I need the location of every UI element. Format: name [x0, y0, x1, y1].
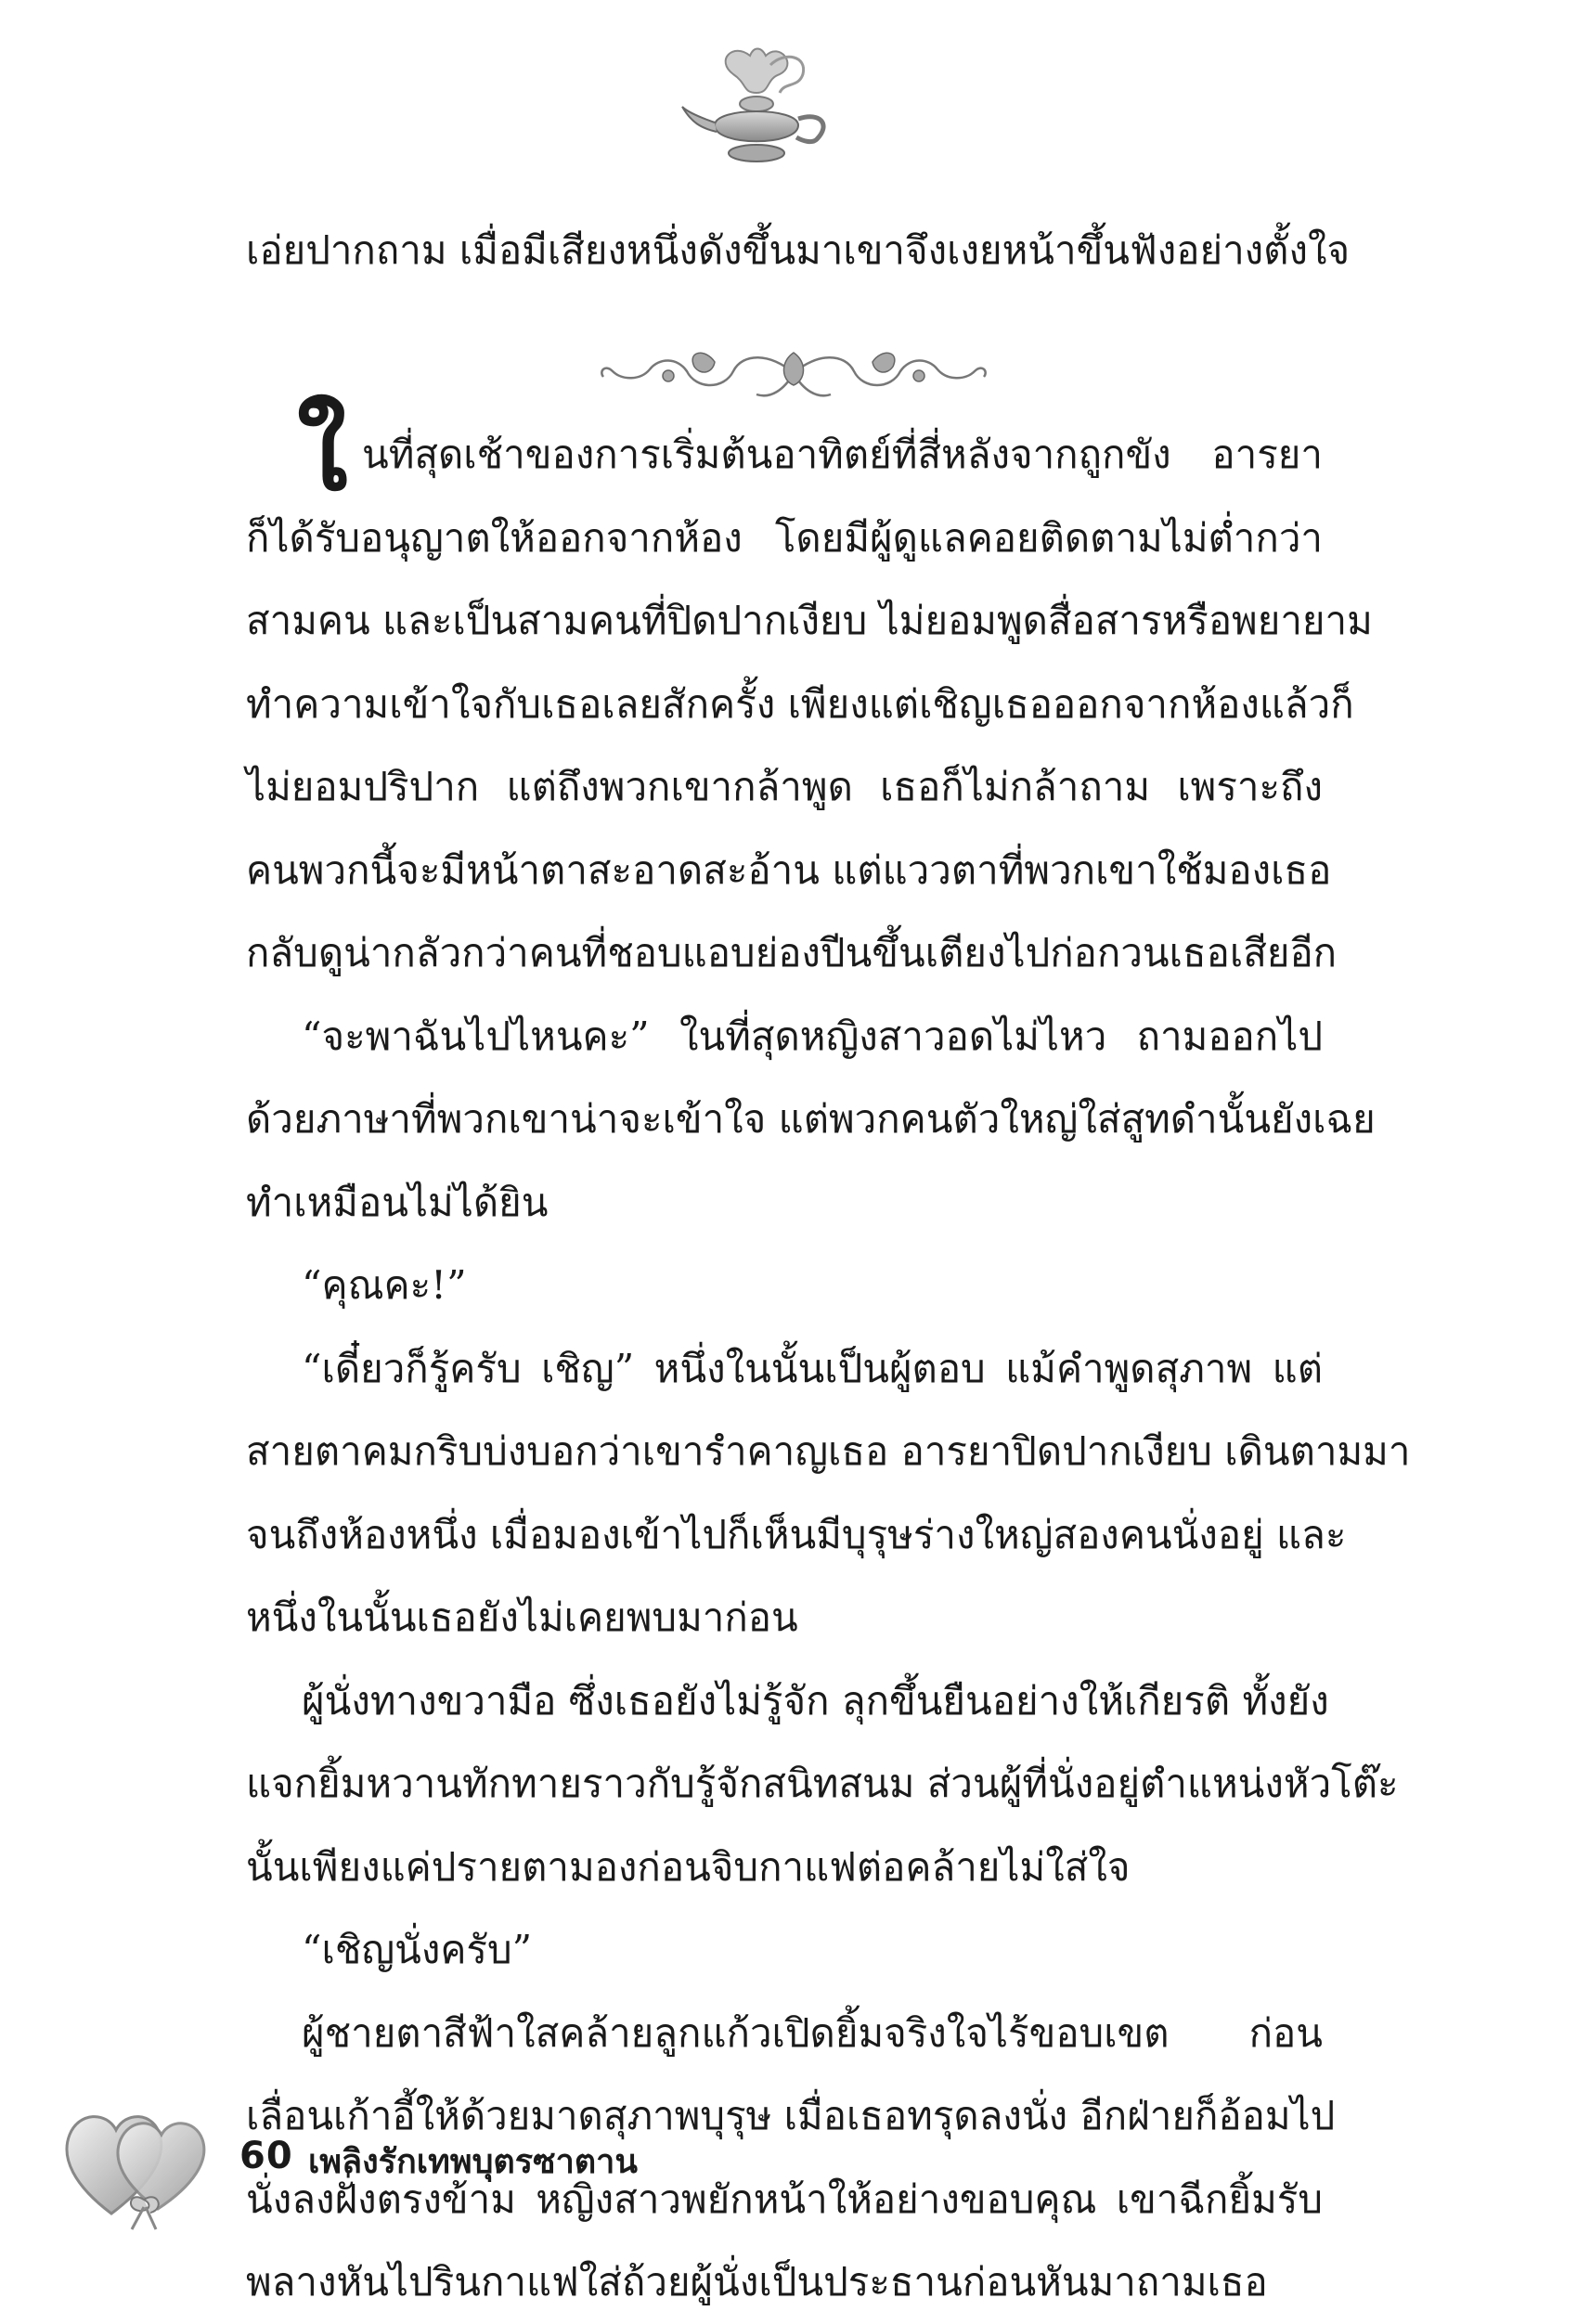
text-line	[246, 393, 1323, 514]
text-line: เลื่อนเก้าอี้ให้ด้วยมาดสุภาพบุรุษ เมื่อเธอทรุดลงนั่ง อีกฝ่ายก็อ้อมไป	[246, 2093, 1336, 2138]
text-line: ไม่ยอมปริปาก แต่ถึงพวกเขากล้าพูด เธอก็ไม่กล้าถาม เพราะถึง	[246, 764, 1323, 809]
intro-text	[246, 209, 1351, 292]
text-line: หนึ่งในนั้นเธอยังไม่เคยพบมาก่อน	[246, 1595, 798, 1640]
text-line: “เชิญนั่งครับ”	[302, 1927, 533, 1972]
text-line: แจกยิ้มหวานทักทายราวกับรู้จักสนิทสนม ส่วนผู้ที่นั่งอยู่ตำแหน่งหัวโต๊ะ	[246, 1761, 1399, 1806]
text-line: ก็ได้รับอนุญาตให้ออกจากห้อง โดยมีผู้ดูแลคอยติดตามไม่ต่ำกว่า	[246, 514, 1323, 561]
drop-cap: ใ	[297, 393, 348, 514]
text-line: “เดี๋ยวก็รู้ครับ เชิญ” หนึ่งในนั้นเป็นผู้ตอบ แม้คำพูดสุภาพ แต่	[302, 1345, 1323, 1391]
floral-divider-icon	[585, 334, 1002, 408]
body-text	[246, 393, 1411, 2324]
text-line: “จะพาฉันไปไหนคะ” ในที่สุดหญิงสาวอดไม่ไหว ถามออกไป	[302, 1013, 1323, 1059]
book-title: เพลิงรักเทพบุตรซาตาน	[308, 2143, 638, 2181]
text-line: นั่งลงฝั่งตรงข้าม หญิงสาวพยักหน้าให้อย่างขอบคุณ เขาฉีกยิ้มรับ	[246, 2176, 1323, 2222]
page-number: 60	[239, 2135, 293, 2177]
text-line: สายตาคมกริบบ่งบอกว่าเขารำคาญเธอ อารยาปิดปากเงียบ เดินตามมา	[246, 1428, 1411, 1474]
text-line: พลางหันไปรินกาแฟใส่ถ้วยผู้นั่งเป็นประธานก่อนหันมาถามเธอ	[246, 2259, 1268, 2305]
text-line: คนพวกนี้จะมีหน้าตาสะอาดสะอ้าน แต่แววตาที่พวกเขาใช้มองเธอ	[246, 846, 1332, 893]
genie-lamp-icon	[678, 37, 835, 176]
text-line: “คุณคะ!”	[302, 1262, 467, 1308]
text-line: เอ่ยปากถาม เมื่อมีเสียงหนึ่งดังขึ้นมาเขาจึงเงยหน้าขึ้นฟังอย่างตั้งใจ	[246, 227, 1351, 273]
page-footer	[56, 2088, 798, 2237]
text-line: ทำความเข้าใจกับเธอเลยสักครั้ง เพียงแต่เชิญเธอออกจากห้องแล้วก็	[246, 680, 1354, 727]
text-line: ด้วยภาษาที่พวกเขาน่าจะเข้าใจ แต่พวกคนตัวใหญ่ใส่สูทดำนั้นยังเฉย	[246, 1096, 1376, 1142]
double-heart-ribbon-icon	[56, 2088, 232, 2237]
text-line-content: นที่สุดเช้าของการเริ่มต้นอาทิตย์ที่สี่หลังจากถูกขัง อารยา	[362, 432, 1323, 477]
text-line: ผู้ชายตาสีฟ้าใสคล้ายลูกแก้วเปิดยิ้มจริงใจไร้ขอบเขต ก่อน	[302, 2009, 1323, 2056]
text-line: สามคน และเป็นสามคนที่ปิดปากเงียบ ไม่ยอมพูดสื่อสารหรือพยายาม	[246, 598, 1373, 643]
text-line: นั้นเพียงแค่ปรายตามองก่อนจิบกาแฟต่อคล้ายไม่ใส่ใจ	[246, 1843, 1131, 1890]
text-line: กลับดูน่ากลัวกว่าคนที่ชอบแอบย่องปีนขึ้นเตียงไปก่อกวนเธอเสียอีก	[246, 930, 1338, 975]
text-line: ผู้นั่งทางขวามือ ซึ่งเธอยังไม่รู้จัก ลุกขึ้นยืนอย่างให้เกียรติ ทั้งยัง	[302, 1677, 1329, 1724]
text-line: จนถึงห้องหนึ่ง เมื่อมองเข้าไปก็เห็นมีบุรุษร่างใหญ่สองคนนั่งอยู่ และ	[246, 1511, 1347, 1557]
text-line: ทำเหมือนไม่ได้ยิน	[246, 1179, 549, 1225]
